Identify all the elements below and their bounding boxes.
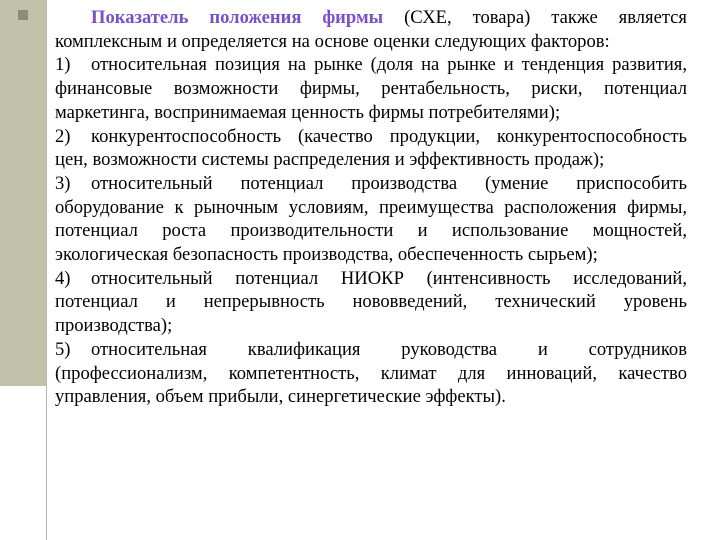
- item-text: относительная позиция на рынке (доля на рынке и тенденция развития, финансовые возможности фирмы, рентабельность, риски, потенциал маркетинга, воспринимаемая ценность фирмы потребителями);: [55, 54, 687, 123]
- left-divider-line: [46, 0, 47, 540]
- item-number: 3): [55, 172, 71, 194]
- intro-paragraph: [55, 6, 687, 53]
- square-bullet-icon: [18, 10, 28, 20]
- list-item-3: [55, 172, 687, 267]
- item-number: 1): [55, 54, 71, 76]
- item-number: 5): [55, 338, 71, 360]
- intro-highlight: Показатель положения фирмы: [91, 7, 384, 28]
- item-text: относительный потенциал НИОКР (интенсивность исследований, потенциал и непрерывность нововведений, технический уровень производства);: [55, 267, 687, 337]
- item-text: конкурентоспособность (качество продукции, конкурентоспособность цен, возможности системы распределения и эффективность продаж);: [55, 125, 687, 171]
- item-number: 2): [55, 125, 71, 147]
- slide-text: [55, 6, 687, 409]
- intro-rest: (СХЕ, товара) также является комплексным и определяется на основе оценки следующих факторов:: [55, 7, 687, 52]
- item-text: относительный потенциал производства (умение приспособить оборудование к рыночным условиям, преимущества расположения фирмы, потенциал роста производительности и использование мощностей, экологическая безопасность производства, обеспеченность сырьем);: [55, 172, 687, 266]
- list-item-2: [55, 125, 687, 172]
- left-accent-bar: [0, 0, 46, 386]
- list-item-4: [55, 267, 687, 338]
- list-item-5: [55, 338, 687, 409]
- list-item-1: [55, 53, 687, 124]
- item-number: 4): [55, 267, 71, 289]
- item-text: относительная квалификация руководства и сотрудников (профессионализм, компетентность, климат для инноваций, качество управления, объем прибыли, синергетические эффекты).: [55, 338, 687, 408]
